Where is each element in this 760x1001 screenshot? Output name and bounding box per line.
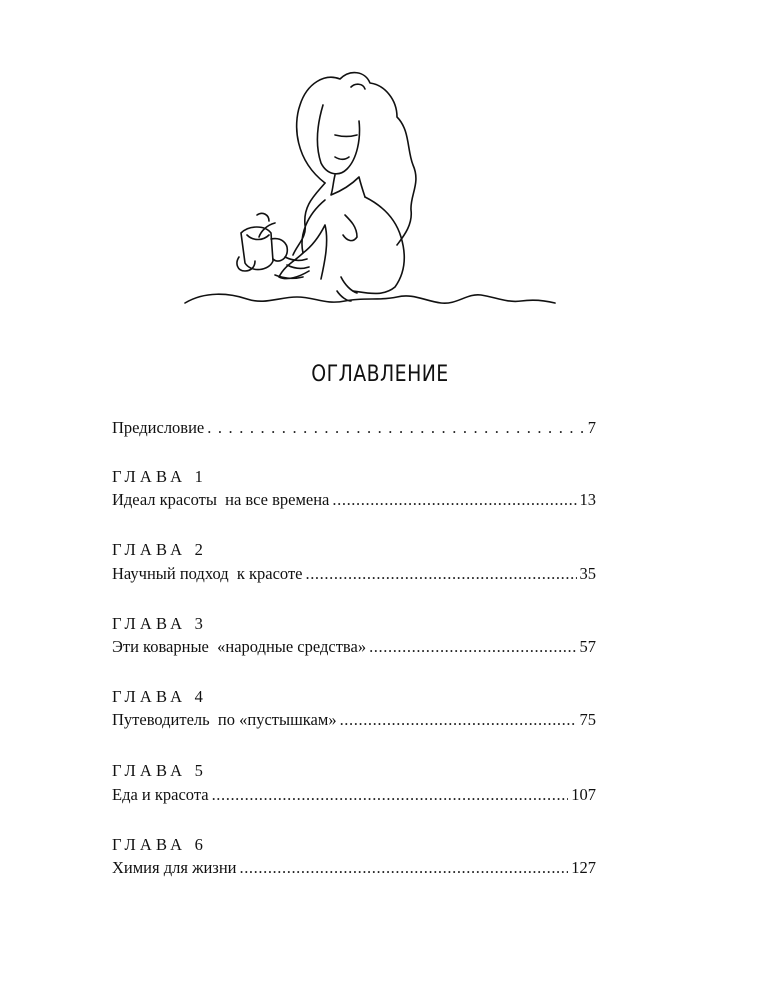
dot-leader — [207, 418, 585, 438]
toc-entry-chapter-3[interactable] — [112, 637, 596, 661]
toc-entry-preface[interactable] — [112, 418, 596, 442]
chapter-heading-2: ГЛАВА 2 — [112, 540, 208, 559]
toc-entry-chapter-4[interactable] — [112, 710, 596, 734]
page-title: ОГЛАВЛЕНИЕ — [311, 362, 449, 387]
chapter-heading-6: ГЛАВА 6 — [112, 835, 208, 854]
toc-entry-chapter-1[interactable] — [112, 490, 596, 514]
toc-entry-page: 13 — [579, 490, 596, 509]
toc-entry-label: Еда и красота — [112, 785, 209, 804]
toc-entry-label: Эти коварные «народные средства» — [112, 637, 367, 656]
woman-with-cup-illustration — [175, 65, 560, 335]
toc-entry-page: 75 — [579, 710, 596, 729]
toc-entry-page: 127 — [571, 858, 596, 877]
dot-leader — [369, 637, 576, 657]
chapter-heading-4: ГЛАВА 4 — [112, 687, 208, 706]
toc-entry-label: Идеал красоты на все времена — [112, 490, 330, 509]
toc-entry-chapter-2[interactable] — [112, 564, 596, 588]
toc-entry-page: 7 — [587, 418, 596, 437]
dot-leader — [212, 785, 569, 805]
dot-leader — [305, 564, 576, 584]
toc-entry-page: 57 — [579, 637, 596, 656]
toc-entry-label: Путеводитель по «пустышкам» — [112, 710, 337, 729]
toc-entry-page: 107 — [571, 785, 596, 804]
dot-leader — [239, 858, 568, 878]
chapter-heading-3: ГЛАВА 3 — [112, 614, 208, 633]
toc-entry-label: Химия для жизни — [112, 858, 237, 877]
toc-entry-label: Научный подход к красоте — [112, 564, 303, 583]
dot-leader — [340, 710, 577, 730]
toc-entry-chapter-5[interactable] — [112, 785, 596, 809]
chapter-heading-1: ГЛАВА 1 — [112, 467, 208, 486]
toc-entry-page: 35 — [579, 564, 596, 583]
toc-entry-label: Предисловие — [112, 418, 205, 437]
chapter-heading-5: ГЛАВА 5 — [112, 761, 208, 780]
toc-entry-chapter-6[interactable] — [112, 858, 596, 882]
dot-leader — [332, 490, 576, 510]
